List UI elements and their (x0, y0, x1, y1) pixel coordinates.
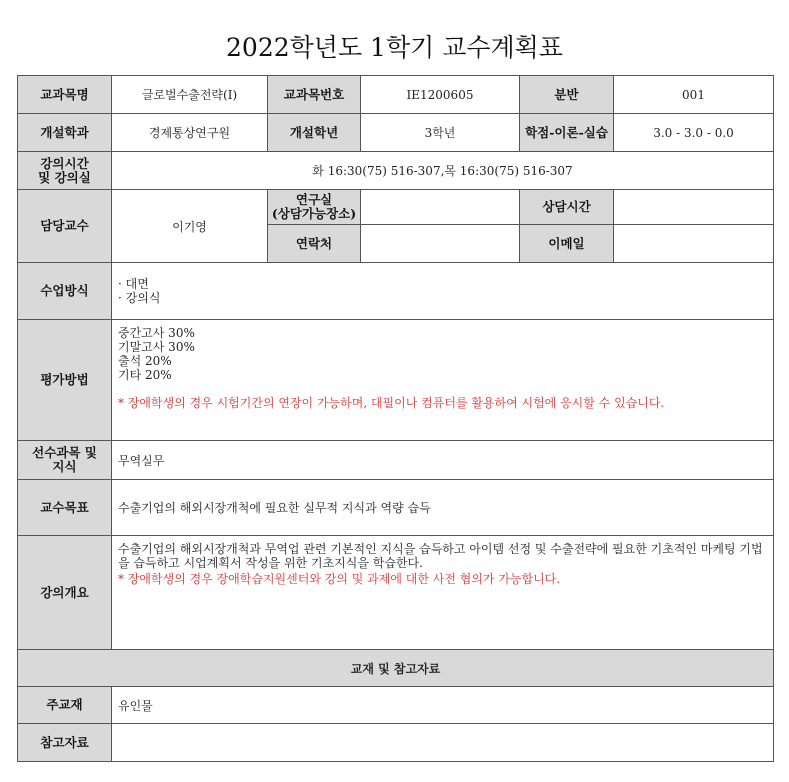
value-overview (112, 536, 774, 650)
label-references: 참고자료 (18, 724, 112, 762)
label-dept: 개설학과 (18, 114, 112, 152)
label-evaluation: 평가방법 (18, 320, 112, 441)
section-materials: 교재 및 참고자료 (18, 650, 774, 687)
value-main-text: 유인물 (112, 687, 774, 724)
label-time-room (18, 152, 112, 190)
label-course-no: 교과목번호 (268, 76, 361, 114)
value-email (614, 225, 774, 263)
row-professor (18, 190, 774, 225)
label-credits: 학점-이론-실습 (520, 114, 614, 152)
label-prereq-line2: 지식 (52, 459, 77, 474)
row-dept (18, 114, 774, 152)
label-time-room-line2: 및 강의실 (38, 169, 91, 185)
label-method: 수업방식 (18, 263, 112, 320)
label-office (268, 190, 361, 225)
page-title: 2022학년도 1학기 교수계획표 (226, 33, 563, 62)
label-main-text: 주교재 (18, 687, 112, 724)
label-professor: 담당교수 (18, 190, 112, 263)
row-goal (18, 480, 774, 536)
label-office-line2: (상담가능장소) (271, 206, 357, 221)
row-evaluation (18, 320, 774, 441)
value-contact (361, 225, 520, 263)
value-course-name: 글로벌수출전략(I) (112, 76, 268, 114)
label-course-name: 교과목명 (18, 76, 112, 114)
row-time-room (18, 152, 774, 190)
label-goal: 교수목표 (18, 480, 112, 536)
label-year: 개설학년 (268, 114, 361, 152)
value-time-room: 화 16:30(75) 516-307,목 16:30(75) 516-307 (112, 152, 774, 190)
row-course (18, 76, 774, 114)
label-overview: 강의개요 (18, 536, 112, 650)
value-office (361, 190, 520, 225)
value-course-no: IE1200605 (361, 76, 520, 114)
row-method (18, 263, 774, 320)
overview-note: * 장애학생의 경우 장애학습지원센터와 강의 및 과제에 대한 사전 협의가 가능합니다. (118, 572, 561, 586)
method-item: · 대면 (118, 277, 149, 291)
evaluation-note: * 장애학생의 경우 시험기간의 연장이 가능하며, 대필이나 컴퓨터를 활용하여 시험에 응시할 수 있습니다. (118, 396, 665, 410)
row-main-text (18, 687, 774, 724)
value-references (112, 724, 774, 762)
value-dept: 경제통상연구원 (112, 114, 268, 152)
label-section: 분반 (520, 76, 614, 114)
value-evaluation (112, 320, 774, 441)
overview-text: 수출기업의 해외시장개척과 무역업 관련 기본적인 지식을 습득하고 아이템 선정 및 수출전략에 필요한 기초적인 마케팅 기법을 습득하고 시업계획서 작성을 위한 기초지식을 학습한다. (118, 542, 763, 570)
value-year: 3학년 (361, 114, 520, 152)
label-contact: 연락처 (268, 225, 361, 263)
value-professor: 이기영 (112, 190, 268, 263)
value-goal: 수출기업의 해외시장개척에 필요한 실무적 지식과 역량 습득 (112, 480, 774, 536)
row-overview (18, 536, 774, 650)
label-prereq-line1: 선수과목 및 (32, 445, 97, 460)
evaluation-item: 중간고사 30% (118, 326, 195, 340)
label-office-line1: 연구실 (295, 192, 333, 207)
syllabus-table (17, 75, 774, 762)
value-credits: 3.0 - 3.0 - 0.0 (614, 114, 774, 152)
value-prereq: 무역실무 (112, 441, 774, 480)
value-section: 001 (614, 76, 774, 114)
label-email: 이메일 (520, 225, 614, 263)
row-materials-header (18, 650, 774, 687)
row-references (18, 724, 774, 762)
evaluation-item: 출석 20% (118, 354, 172, 368)
row-prereq (18, 441, 774, 480)
evaluation-item: 기말고사 30% (118, 340, 195, 354)
evaluation-item: 기타 20% (118, 368, 172, 382)
method-item: · 강의식 (118, 291, 161, 305)
label-prereq (18, 441, 112, 480)
label-time-room-line1: 강의시간 (40, 155, 89, 171)
value-office-hours (614, 190, 774, 225)
label-office-hours: 상담시간 (520, 190, 614, 225)
value-method (112, 263, 774, 320)
